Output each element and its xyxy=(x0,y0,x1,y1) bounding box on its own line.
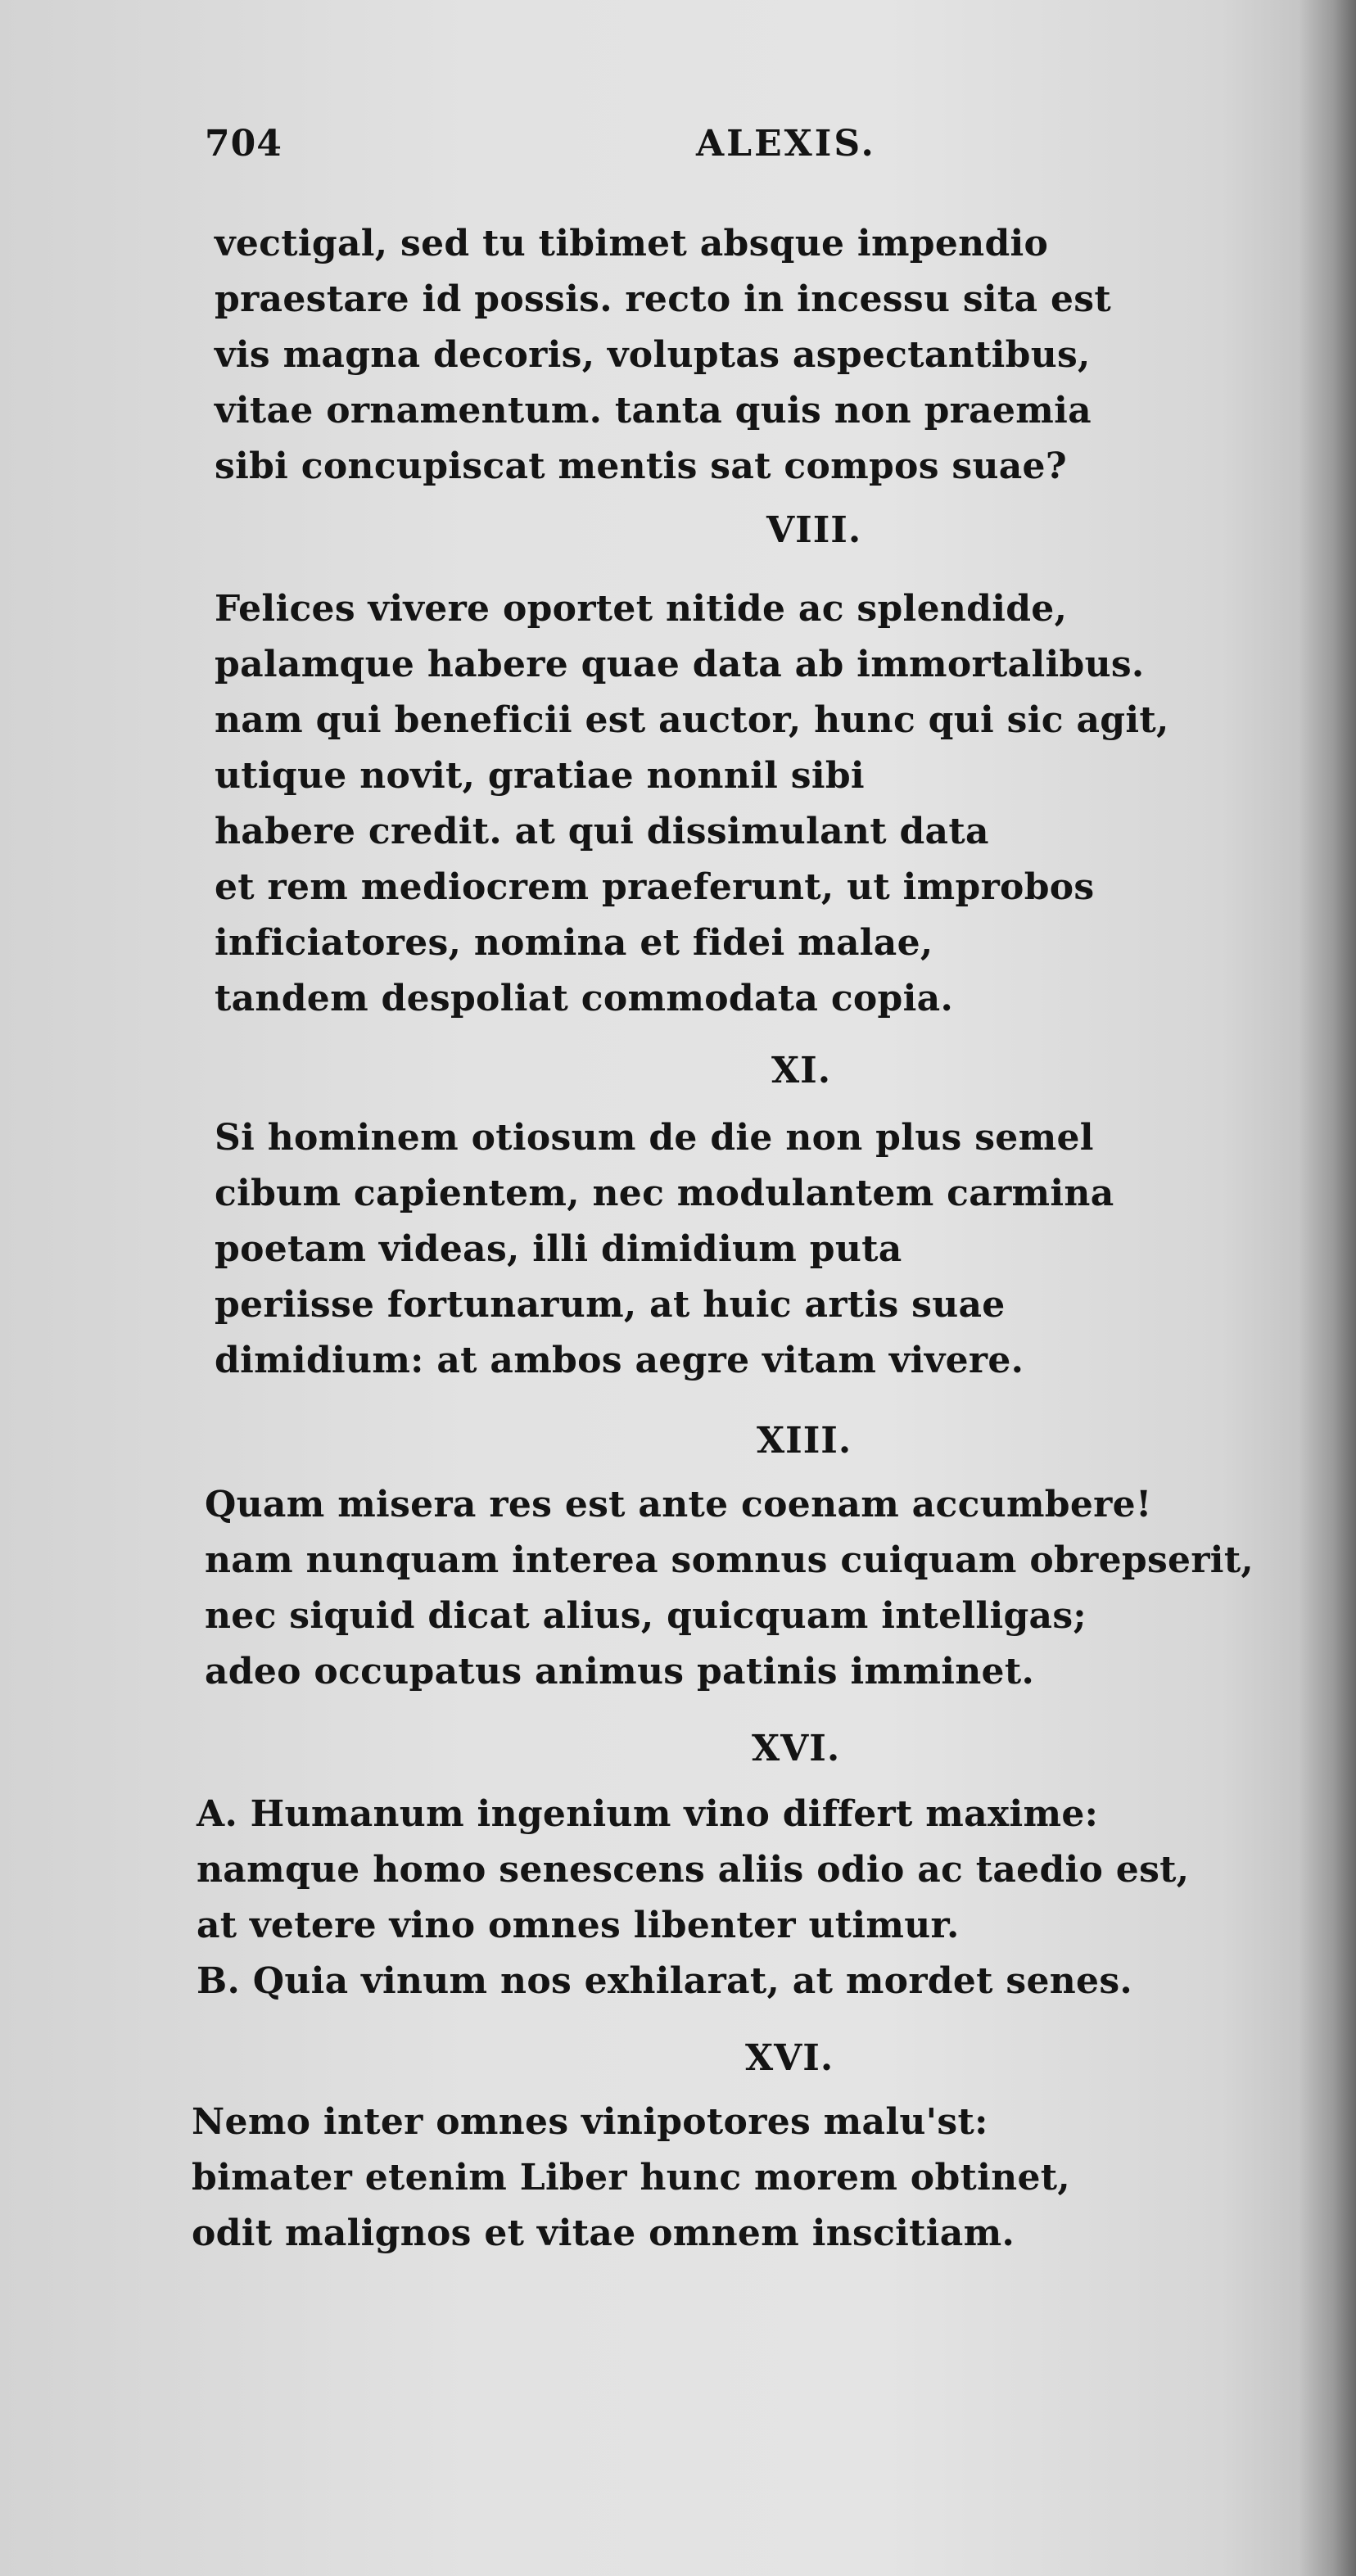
text-line: sibi concupiscat mentis sat compos suae? xyxy=(215,445,1067,487)
fragment-heading: VIII. xyxy=(766,509,862,551)
text-line: odit malignos et vitae omnem inscitiam. xyxy=(192,2212,1015,2254)
text-line: vis magna decoris, voluptas aspectantibus, xyxy=(215,334,1091,376)
page-title: ALEXIS. xyxy=(696,123,876,165)
running-head xyxy=(205,123,909,172)
text-line: praestare id possis. recto in incessu sita est xyxy=(215,278,1111,320)
text-line: dimidium: at ambos aegre vitam vivere. xyxy=(215,1340,1024,1381)
text-line: nam nunquam interea somnus cuiquam obrepserit, xyxy=(205,1539,1254,1581)
text-line: poetam videas, illi dimidium puta xyxy=(215,1228,902,1270)
fragment-heading: XVI. xyxy=(745,2037,834,2079)
text-line: namque homo senescens aliis odio ac taedio est, xyxy=(197,1849,1190,1891)
text-line: periisse fortunarum, at huic artis suae xyxy=(215,1284,1006,1326)
text-line: nam qui beneficii est auctor, hunc qui sic agit, xyxy=(215,699,1169,741)
text-line: inficiatores, nomina et fidei malae, xyxy=(215,922,933,964)
text-line: adeo occupatus animus patinis imminet. xyxy=(205,1651,1035,1692)
text-line: Felices vivere oportet nitide ac splendide, xyxy=(215,588,1068,630)
text-line: A. Humanum ingenium vino differt maxime: xyxy=(197,1793,1099,1835)
spine-shadow xyxy=(1299,0,1356,2576)
text-line: B. Quia vinum nos exhilarat, at mordet senes. xyxy=(197,1960,1133,2002)
text-line: at vetere vino omnes libenter utimur. xyxy=(197,1905,960,1946)
text-line: cibum capientem, nec modulantem carmina xyxy=(215,1173,1114,1214)
text-line: Si hominem otiosum de die non plus semel xyxy=(215,1117,1094,1159)
text-line: tandem despoliat commodata copia. xyxy=(215,978,954,1019)
text-line: vectigal, sed tu tibimet absque impendio xyxy=(215,223,1049,264)
text-line: Nemo inter omnes vinipotores malu'st: xyxy=(192,2101,988,2143)
text-line: vitae ornamentum. tanta quis non praemia xyxy=(215,390,1092,432)
text-line: habere credit. at qui dissimulant data xyxy=(215,811,989,852)
text-line: bimater etenim Liber hunc morem obtinet, xyxy=(192,2157,1070,2199)
text-line: palamque habere quae data ab immortalibus. xyxy=(215,644,1145,685)
page-number: 704 xyxy=(205,123,282,165)
text-line: utique novit, gratiae nonnil sibi xyxy=(215,755,865,797)
fragment-heading: XIII. xyxy=(757,1420,852,1462)
fragment-heading: XI. xyxy=(771,1050,832,1091)
text-line: et rem mediocrem praeferunt, ut improbos xyxy=(215,866,1095,908)
text-line: Quam misera res est ante coenam accumbere! xyxy=(205,1484,1152,1525)
fragment-heading: XVI. xyxy=(752,1728,841,1769)
text-line: nec siquid dicat alius, quicquam intelligas; xyxy=(205,1595,1087,1637)
